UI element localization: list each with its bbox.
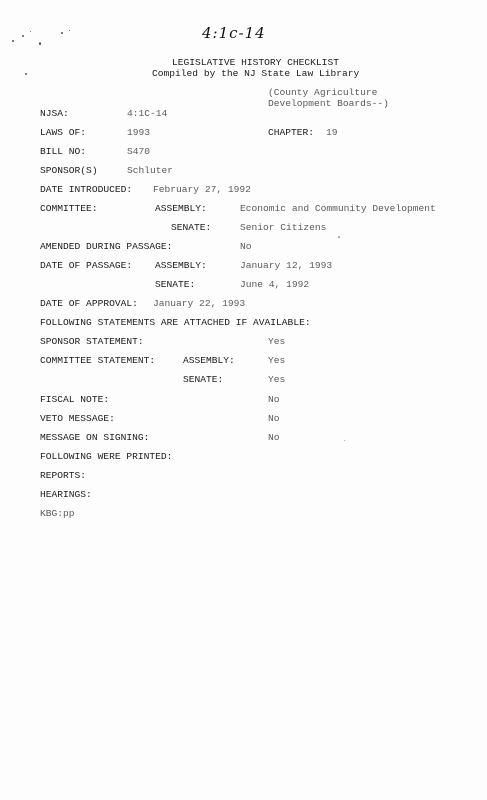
statements-heading: FOLLOWING STATEMENTS ARE ATTACHED IF AVAILABLE: <box>40 317 311 328</box>
sponsor-statement-value: Yes <box>268 336 286 347</box>
passage-senate-value: June 4, 1992 <box>240 279 310 290</box>
passage-label: DATE OF PASSAGE: <box>40 260 133 271</box>
committee-label: COMMITTEE: <box>40 203 98 214</box>
scan-speck <box>344 440 345 441</box>
laws-label: LAWS OF: <box>40 127 87 138</box>
scan-speck <box>12 40 14 42</box>
approval-label: DATE OF APPROVAL: <box>40 298 138 309</box>
subject-note-line2: Development Boards--) <box>268 98 389 109</box>
checklist-subtitle: Compiled by the NJ State Law Library <box>152 68 360 79</box>
sponsor-statement-label: SPONSOR STATEMENT: <box>40 336 144 347</box>
veto-message-label: VETO MESSAGE: <box>40 413 115 424</box>
amended-label: AMENDED DURING PASSAGE: <box>40 241 173 252</box>
signing-message-label: MESSAGE ON SIGNING: <box>40 432 150 443</box>
scan-speck <box>61 32 63 34</box>
scan-speck <box>39 42 41 45</box>
typist-initials: KBG:pp <box>40 508 75 519</box>
committee-statement-assembly-value: Yes <box>268 355 286 366</box>
subject-note-line1: (County Agriculture <box>268 87 378 98</box>
introduced-label: DATE INTRODUCED: <box>40 184 133 195</box>
checklist-title: LEGISLATIVE HISTORY CHECKLIST <box>172 57 339 68</box>
committee-assembly-label: ASSEMBLY: <box>155 203 207 214</box>
committee-statement-assembly-label: ASSEMBLY: <box>183 355 235 366</box>
committee-statement-senate-label: SENATE: <box>183 374 224 385</box>
chapter-value: 19 <box>326 127 338 138</box>
reports-label: REPORTS: <box>40 470 87 481</box>
bill-label: BILL NO: <box>40 146 87 157</box>
scan-speck <box>22 35 24 37</box>
bill-value: S470 <box>127 146 151 157</box>
njsa-value: 4:1C-14 <box>127 108 168 119</box>
committee-statement-senate-value: Yes <box>268 374 286 385</box>
signing-message-value: No <box>268 432 280 443</box>
fiscal-note-label: FISCAL NOTE: <box>40 394 110 405</box>
committee-statement-label: COMMITTEE STATEMENT: <box>40 355 156 366</box>
scan-speck <box>30 31 31 32</box>
passage-senate-label: SENATE: <box>155 279 196 290</box>
scan-speck <box>338 236 340 238</box>
veto-message-value: No <box>268 413 280 424</box>
njsa-label: NJSA: <box>40 108 69 119</box>
committee-senate-label: SENATE: <box>171 222 212 233</box>
chapter-label: CHAPTER: <box>268 127 315 138</box>
committee-senate-value: Senior Citizens <box>240 222 327 233</box>
handwritten-note: 4:1c-14 <box>202 24 266 42</box>
amended-value: No <box>240 241 252 252</box>
passage-assembly-value: January 12, 1993 <box>240 260 333 271</box>
committee-assembly-value: Economic and Community Development <box>240 203 436 214</box>
sponsor-label: SPONSOR(S) <box>40 165 98 176</box>
approval-value: January 22, 1993 <box>153 298 246 309</box>
printed-heading: FOLLOWING WERE PRINTED: <box>40 451 173 462</box>
fiscal-note-value: No <box>268 394 280 405</box>
scan-speck <box>69 30 70 31</box>
passage-assembly-label: ASSEMBLY: <box>155 260 207 271</box>
introduced-value: February 27, 1992 <box>153 184 251 195</box>
sponsor-value: Schluter <box>127 165 174 176</box>
hearings-label: HEARINGS: <box>40 489 92 500</box>
laws-value: 1993 <box>127 127 151 138</box>
scan-speck <box>25 73 27 75</box>
